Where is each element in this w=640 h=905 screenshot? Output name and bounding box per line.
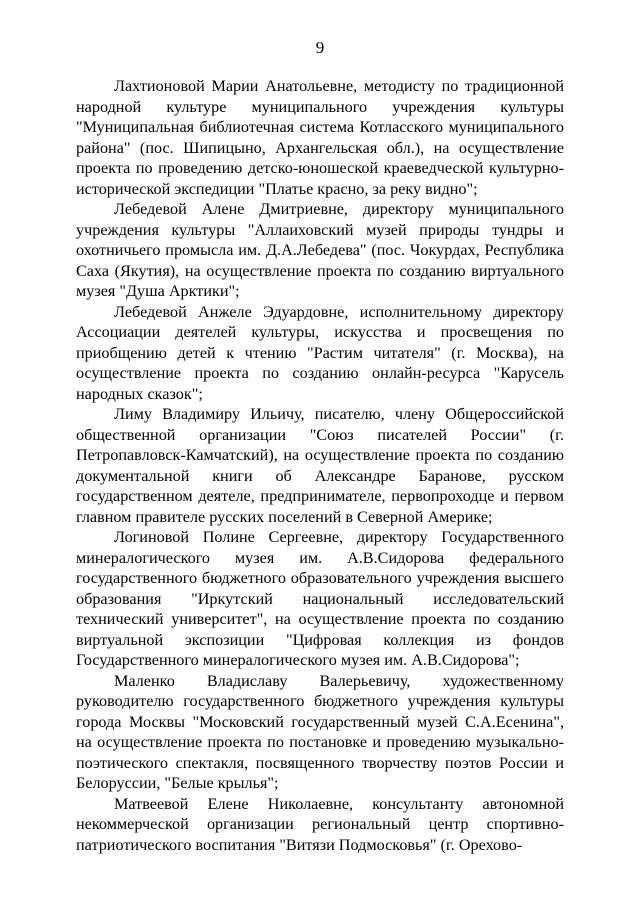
paragraph-lebedeva-anzhela: Лебедевой Анжеле Эдуардовне, исполнительному директору Ассоциации деятелей культуры, искусства и просвещения по приобщению детей к чтению "Растим читателя" (г. Москва), на осуществление проекта по созданию онлайн-ресурса "Карусель народных сказок"; [76,302,564,403]
paragraph-malenko: Маленко Владиславу Валерьевичу, художественному руководителю государственного бюджетного учреждения культуры города Москвы "Московский государственный музей С.А.Есенина", на осуществление проекта по постановке и проведению музыкально-поэтического спектакля, посвященного творчеству поэтов России и Белоруссии, "Белые крылья"; [76,671,564,792]
paragraph-lebedeva-alena: Лебедевой Алене Дмитриевне, директору муниципального учреждения культуры "Аллаиховский музей природы тундры и охотничьего промысла им. Д.А.Лебедева" (пос. Чокурдах, Республика Саха (Якутия), на осуществление проекта по созданию виртуального музея "Душа Арктики"; [76,200,564,300]
paragraph-lakhtionova: Лахтионовой Марии Анатольевне, методисту по традиционной народной культуре муниципального учреждения культуры "Муниципальная библиотечная система Котласского муниципального района" (пос. Шипицыно, Архангельская обл.), на осуществление проекта по проведению детско-юношеской краеведческой культурно-исторической экспедиции "Платье красно, за реку видно"; [76,77,564,198]
paragraph-lim: Лиму Владимиру Ильичу, писателю, члену Общероссийской общественной организации "Союз писателей России" (г. Петропавловск-Камчатский), на осуществление проекта по созданию документальной книги об Александре Баранове, русском государственном деятеле, предпринимателе, первопроходце и первом главном правителе русских поселений в Северной Америке; [76,405,564,526]
paragraph-loginova: Логиновой Полине Сергеевне, директору Государственного минералогического музея им. А.В.Сидорова федерального государственного бюджетного образовательного учреждения высшего образования "Иркутский национальный исследовательский технический университет", на осуществление проекта по созданию виртуальной экспозиции "Цифровая коллекция из фондов Государственного минералогического музея им. А.В.Сидорова"; [76,528,564,669]
paragraph-matveeva: Матвеевой Елене Николаевне, консультанту автономной некоммерческой организации региональный центр спортивно-патриотического воспитания "Витязи Подмосковья" (г. Орехово- [76,794,564,854]
document-body [76,76,564,855]
page-number: 9 [315,38,325,57]
